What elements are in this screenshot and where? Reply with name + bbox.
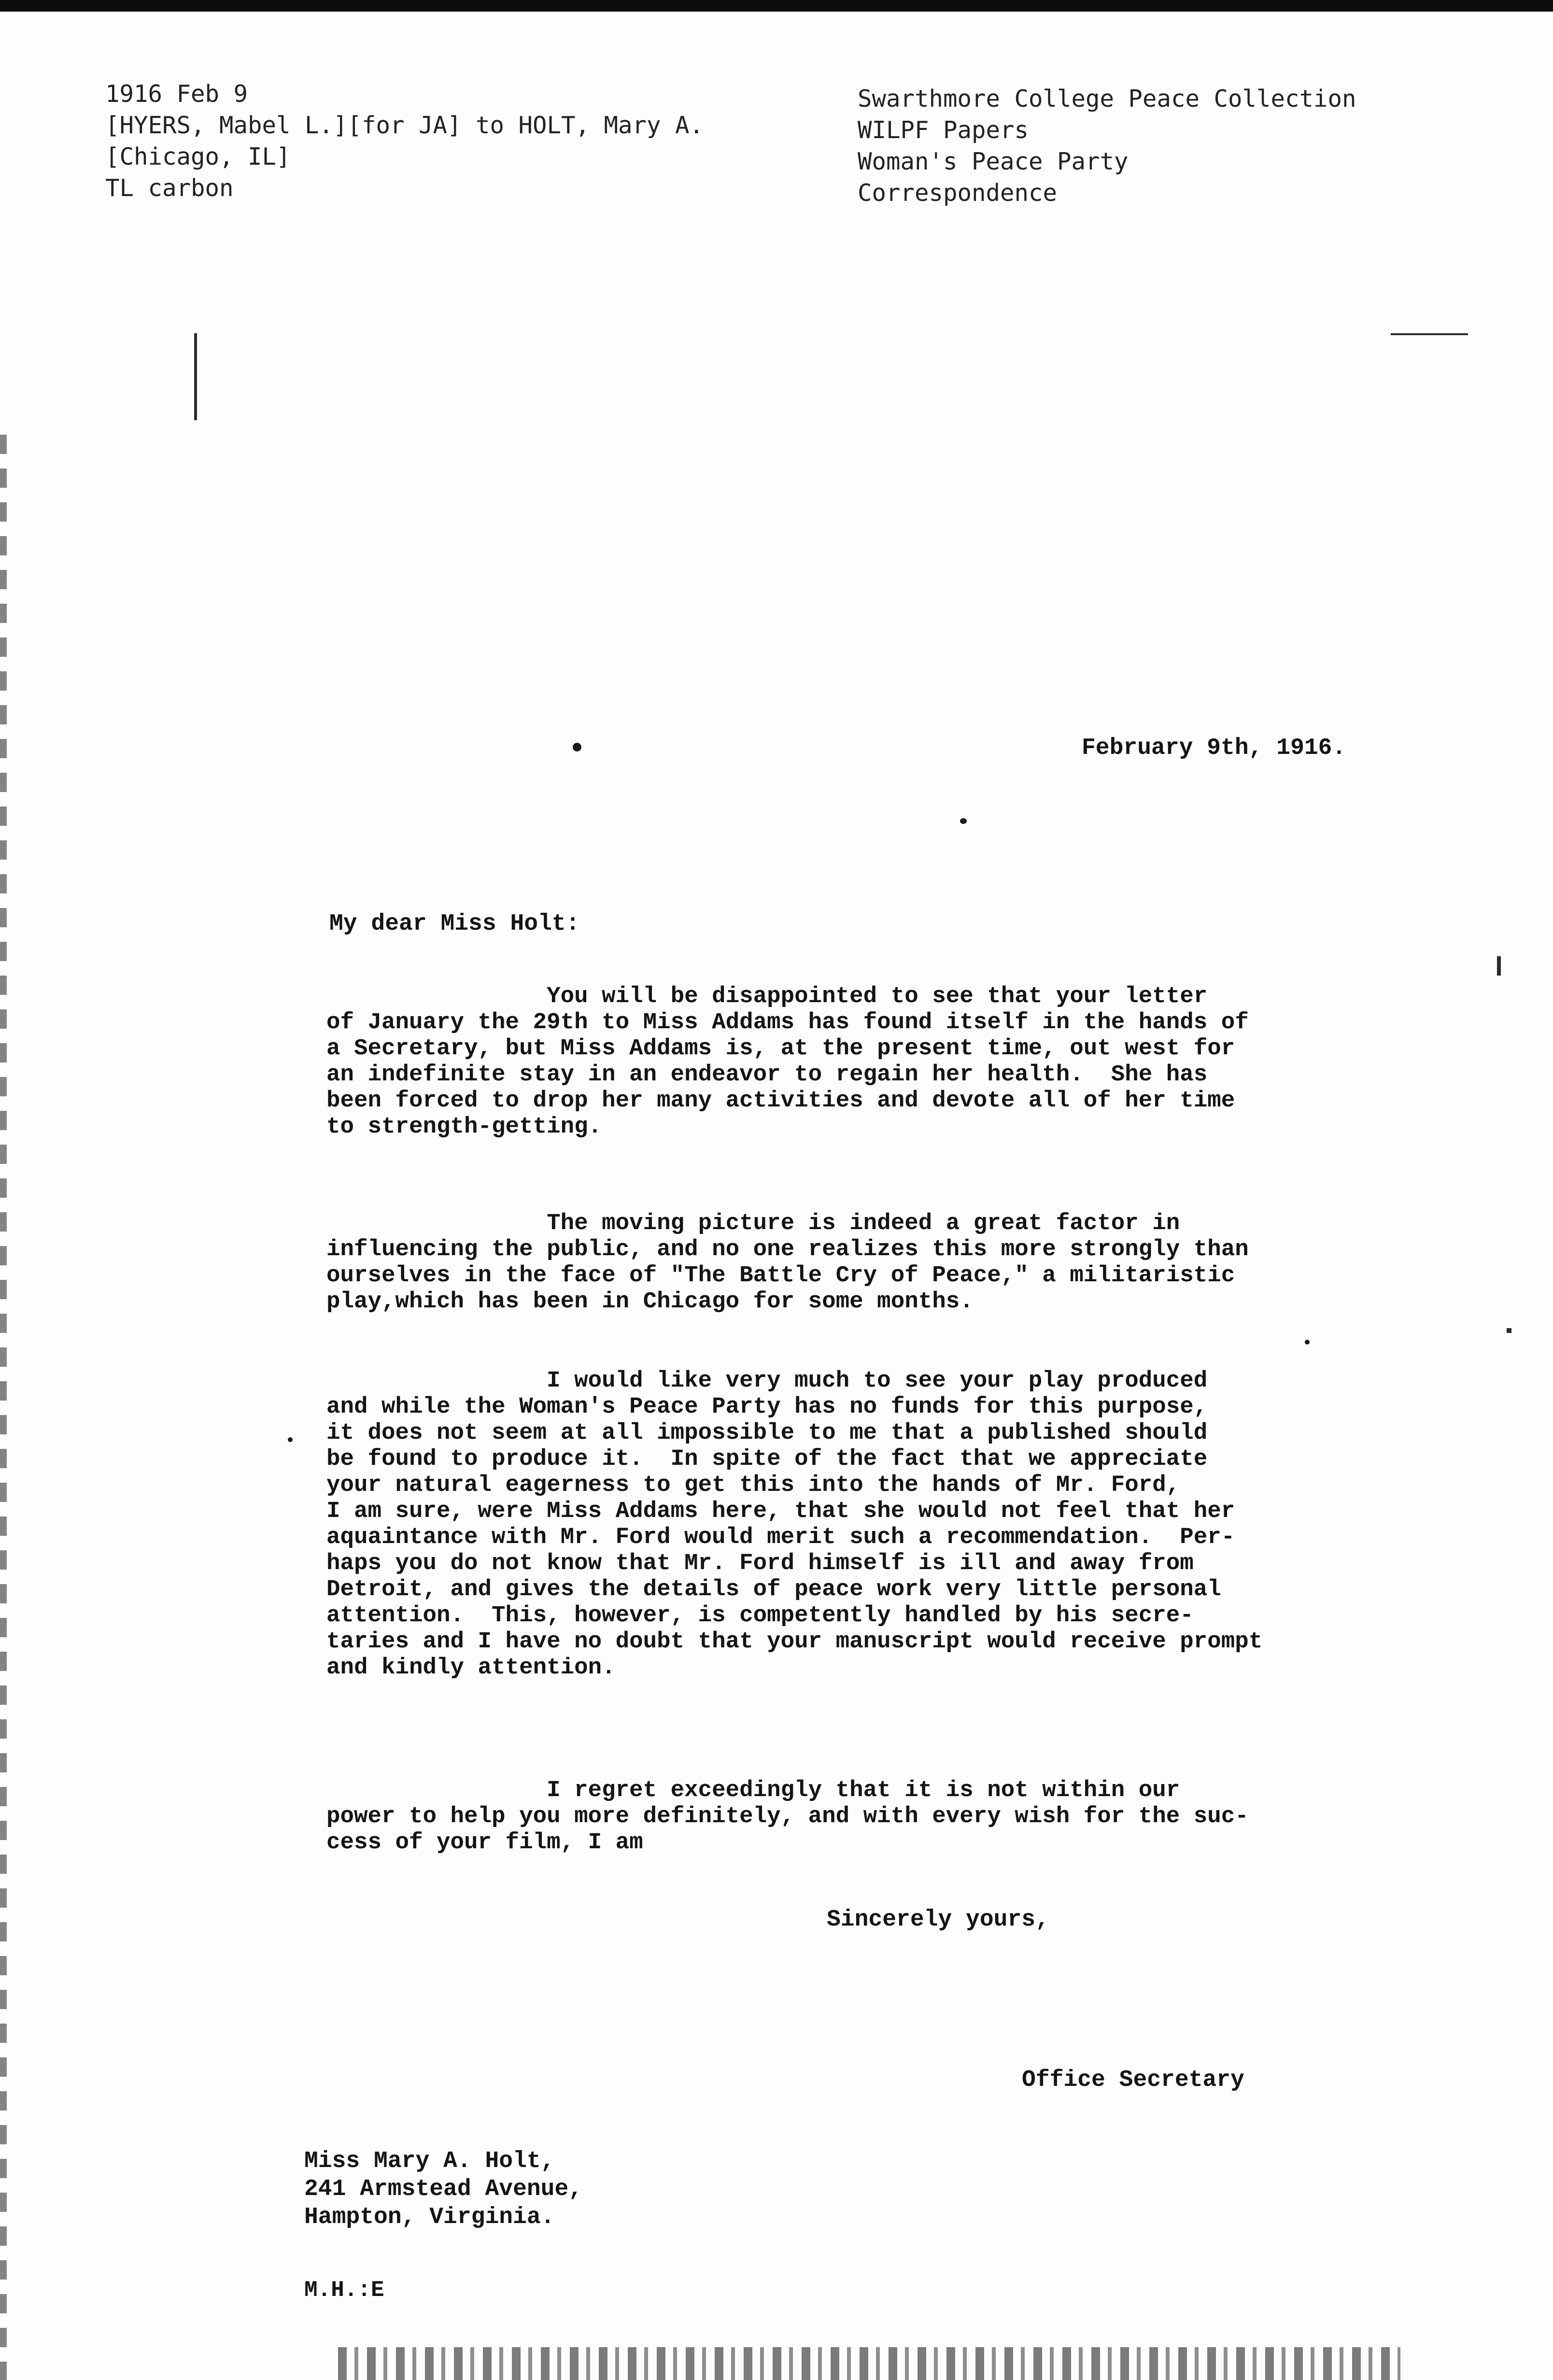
collection-series: WILPF Papers (858, 116, 1029, 144)
collection-name: Swarthmore College Peace Collection (858, 85, 1356, 113)
paragraph-line: and while the Woman's Peace Party has no funds for this purpose, (326, 1394, 1208, 1420)
paragraph-line: You will be disappointed to see that your letter (326, 983, 1208, 1009)
paragraph-line: I regret exceedingly that it is not within our (326, 1777, 1180, 1803)
recipient-address (304, 2147, 582, 2231)
paragraph-line: of January the 29th to Miss Addams has found itself in the hands of (326, 1009, 1249, 1035)
catalog-metadata (105, 78, 704, 204)
paragraph-line: Detroit, and gives the details of peace work very little personal (326, 1576, 1221, 1602)
scan-top-border (0, 0, 1553, 12)
scan-speck (1305, 1340, 1310, 1345)
paragraph-line: aquaintance with Mr. Ford would merit such a recommendation. Per- (326, 1524, 1235, 1550)
collection-folder: Correspondence (858, 179, 1058, 207)
scan-left-edge (0, 435, 7, 2380)
catalog-format: TL carbon (105, 174, 234, 202)
paragraph-line: ourselves in the face of "The Battle Cry of Peace," a militaristic (326, 1262, 1235, 1289)
paragraph-line: it does not seem at all impossible to me that a published should (326, 1420, 1208, 1446)
scan-mark (194, 333, 197, 420)
paragraph-line: I would like very much to see your play produced (326, 1368, 1208, 1394)
paragraph-line: attention. This, however, is competently handled by his secre- (326, 1602, 1194, 1629)
collection-metadata (858, 83, 1356, 209)
paragraph-line: play,which has been in Chicago for some months. (326, 1289, 974, 1315)
paragraph-line: cess of your film, I am (326, 1829, 643, 1856)
letter-paragraph-4 (326, 1777, 1249, 1856)
typist-initials: M.H.:E (304, 2278, 384, 2303)
collection-subseries: Woman's Peace Party (858, 148, 1129, 175)
paragraph-line: been forced to drop her many activities and devote all of her time (326, 1088, 1235, 1114)
paragraph-line: be found to produce it. In spite of the fact that we appreciate (326, 1446, 1208, 1472)
letter-signature: Office Secretary (1022, 2067, 1244, 2093)
letter-closing: Sincerely yours, (827, 1907, 1049, 1933)
catalog-place: [Chicago, IL] (105, 143, 291, 170)
paragraph-line: your natural eagerness to get this into the hands of Mr. Ford, (326, 1472, 1180, 1498)
scan-speck (960, 818, 967, 824)
scan-mark (1391, 333, 1468, 335)
letter-salutation: My dear Miss Holt: (329, 911, 580, 937)
scan-mark (1497, 956, 1501, 976)
paragraph-line: influencing the public, and no one realizes this more strongly than (326, 1236, 1249, 1262)
paragraph-line: I am sure, were Miss Addams here, that she would not feel that her (326, 1498, 1235, 1524)
letter-date: February 9th, 1916. (1082, 735, 1346, 761)
paragraph-line: an indefinite stay in an endeavor to regain her health. She has (326, 1062, 1208, 1088)
paragraph-line: to strength-getting. (326, 1114, 602, 1140)
paragraph-line: taries and I have no doubt that your manuscript would receive prompt (326, 1629, 1263, 1655)
paragraph-line: haps you do not know that Mr. Ford himself is ill and away from (326, 1550, 1194, 1576)
scan-bottom-edge (338, 2347, 1400, 2380)
letter-paragraph-3 (326, 1368, 1262, 1681)
address-street: 241 Armstead Avenue, (304, 2176, 583, 2202)
paragraph-line: power to help you more definitely, and with every wish for the suc- (326, 1803, 1249, 1829)
letter-paragraph-2 (326, 1210, 1249, 1315)
catalog-date: 1916 Feb 9 (105, 80, 248, 108)
letter-paragraph-1 (326, 983, 1249, 1140)
paragraph-line: The moving picture is indeed a great factor in (326, 1210, 1180, 1236)
address-name: Miss Mary A. Holt, (304, 2148, 555, 2174)
paragraph-line: and kindly attention. (326, 1655, 616, 1681)
scan-mark (1507, 1328, 1511, 1333)
paragraph-line: a Secretary, but Miss Addams is, at the present time, out west for (326, 1035, 1235, 1062)
scan-speck (288, 1437, 293, 1442)
address-city: Hampton, Virginia. (304, 2204, 555, 2230)
catalog-correspondents: [HYERS, Mabel L.][for JA] to HOLT, Mary A. (105, 112, 704, 139)
scan-speck (573, 743, 581, 751)
